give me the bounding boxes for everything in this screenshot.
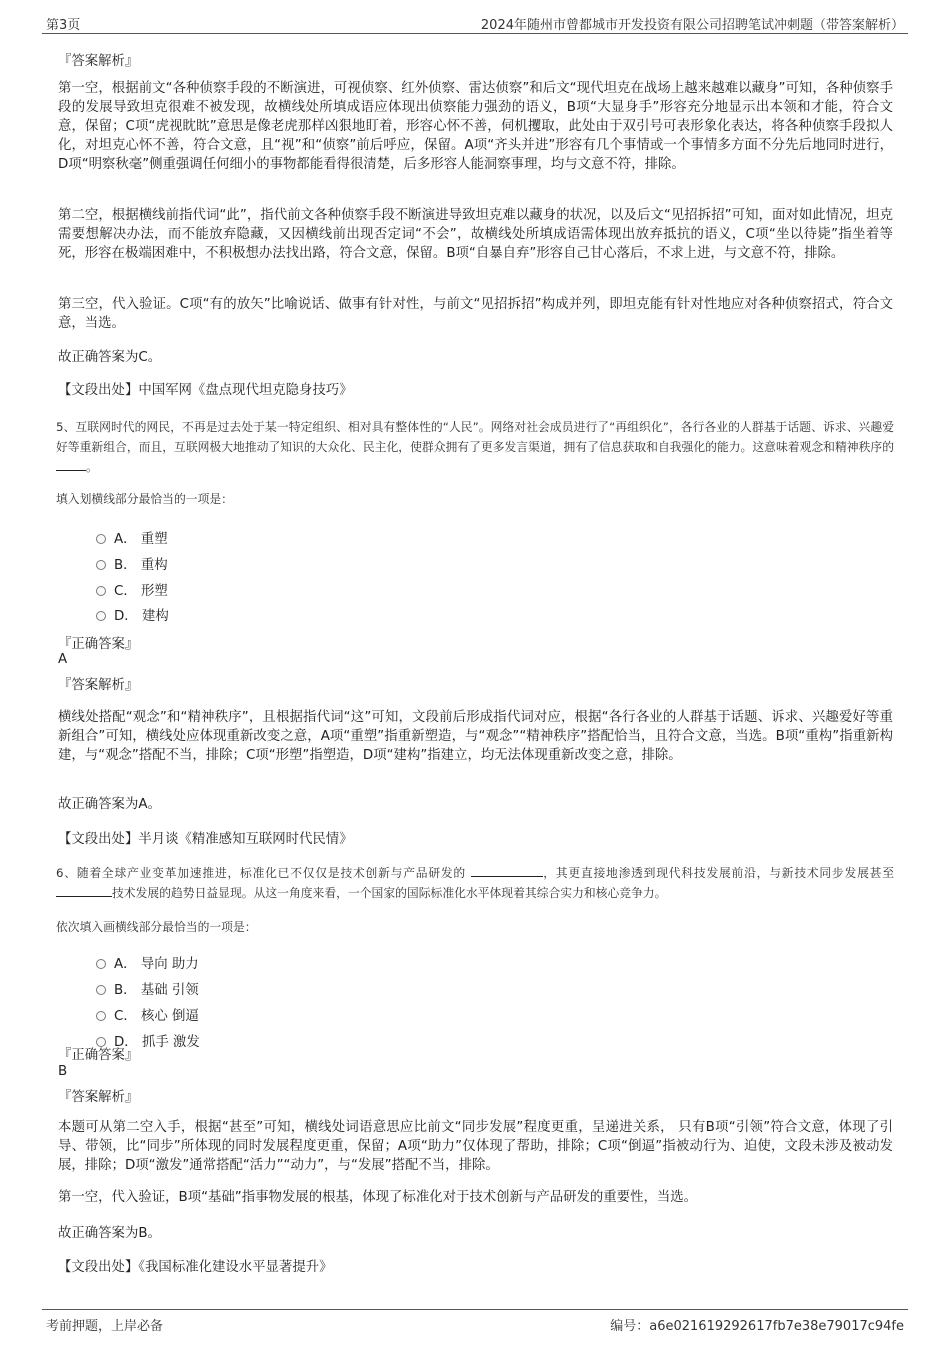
document-id: 编号：a6e021619292617fb7e38e79017c94fe: [610, 1319, 904, 1334]
q6-conclusion: 故正确答案为B。: [58, 1226, 161, 1241]
q6-answer-label: 『正确答案』: [58, 1048, 139, 1063]
q6-answer: B: [58, 1064, 68, 1079]
q5-option-b[interactable]: [96, 554, 168, 573]
q6-option-d-label: D． 抓手 激发: [114, 1035, 200, 1050]
q6-analysis-label: 『答案解析』: [58, 1090, 139, 1105]
radio-icon[interactable]: [96, 586, 106, 596]
q6-analysis: 本题可从第二空入手，根据“甚至”可知，横线处词语意思应比前文“同步发展”程度更重，呈递进关系， 只有B项“引领”符合文意，体现了引导、带领，比“同步”所体现的同时发展程度更重，保留；A项“助力”仅体现了帮助，排除；C项“倒逼”指被动行为、迫使，文段未涉及被动发展，排除；D项“激发”通常搭配“活力”“动力”，与“发展”搭配不当，排除。: [58, 1120, 893, 1173]
q6-option-c[interactable]: [96, 1005, 199, 1024]
q5-stem: [56, 417, 894, 477]
radio-icon[interactable]: [96, 1011, 106, 1021]
radio-icon[interactable]: [96, 611, 106, 621]
q5-option-c-label: C． 形塑: [114, 584, 168, 599]
q5-option-d-label: D． 建构: [114, 609, 169, 624]
q6-blank-1: [471, 865, 543, 877]
q4-source: 【文段出处】中国军网《盘点现代坦克隐身技巧》: [58, 383, 353, 398]
q5-stem-end: 。: [86, 460, 98, 474]
q5-option-d[interactable]: [96, 605, 169, 624]
q6-option-a[interactable]: [96, 953, 199, 972]
q5-blank: [56, 459, 86, 471]
radio-icon[interactable]: [96, 959, 106, 969]
q5-option-a[interactable]: [96, 528, 168, 547]
q5-stem-text: 5、互联网时代的网民，不再是过去处于某一特定组织、相对具有整体性的“人民”。网络对社会成员进行了“再组织化”，各行各业的人群基于话题、诉求、兴趣爱好等重新组合，而且，互联网极大地推动了知识的大众化、民主化，使群众拥有了更多发言渠道，拥有了信息获取和自我强化的能力。这意味着观念和精神秩序的: [56, 420, 894, 454]
q5-option-a-label: A． 重塑: [114, 532, 168, 547]
document-title: 2024年随州市曾都城市开发投资有限公司招聘笔试冲刺题（带答案解析）: [480, 18, 904, 33]
q4-analysis-p3: 第三空，代入验证。C项“有的放矢”比喻说话、做事有针对性，与前文“见招拆招”构成并列，即坦克能有针对性地应对各种侦察招式，符合文意，当选。: [58, 297, 893, 331]
page-number: 第3页: [46, 18, 81, 33]
q4-conclusion: 故正确答案为C。: [58, 350, 162, 365]
q6-analysis-p2: 第一空，代入验证，B项“基础”指事物发展的根基，体现了标准化对于技术创新与产品研发的重要性，当选。: [58, 1190, 698, 1205]
q5-answer-label: 『正确答案』: [58, 637, 139, 652]
q5-conclusion: 故正确答案为A。: [58, 797, 161, 812]
q5-analysis-label: 『答案解析』: [58, 678, 139, 693]
radio-icon[interactable]: [96, 985, 106, 995]
q6-stem-part1: 6、随着全球产业变革加速推进，标准化已不仅仅是技术创新与产品研发的: [56, 866, 466, 880]
q5-option-c[interactable]: [96, 580, 168, 599]
q4-analysis-p1: 第一空，根据前文“各种侦察手段的不断演进，可视侦察、红外侦察、雷达侦察”和后文“现代坦克在战场上越来越难以藏身”可知，各种侦察手段的发展导致坦克很难不被发现，故横线处所填成语应体现出侦察能力强劲的语义，B项“大显身手”形容充分地显示出本领和才能，符合文意，保留；C项“虎视眈眈”意思是像老虎那样凶狠地盯着，形容心怀不善，伺机攫取，此处由于双引号可表形象化表达，将各种侦察手段拟人化，对坦克心怀不善，符合文意，且“视”和“侦察”前后呼应，保留。A项“齐头并进”形容有几个事情或一个事情多方面不分先后地同时进行，D项“明察秋毫”侧重强调任何细小的事物都能看得很清楚，后多形容人能洞察事理，均与文意不符，排除。: [58, 81, 893, 172]
radio-icon[interactable]: [96, 534, 106, 544]
q4-analysis-p2: 第二空，根据横线前指代词“此”，指代前文各种侦察手段不断演进导致坦克难以藏身的状况，以及后文“见招拆招”可知，面对如此情况，坦克需要想解决办法，而不能放弃隐藏，又因横线前出现否定词“不会”，故横线处所填成语需体现出放弃抵抗的语义，C项“坐以待毙”指坐着等死，形容在极端困难中，不积极想办法找出路，符合文意，保留。B项“自暴自弃”形容自己甘心落后，不求上进，与文意不符，排除。: [58, 208, 893, 261]
q5-source: 【文段出处】半月谈《精准感知互联网时代民情》: [58, 832, 353, 847]
q6-stem-part2: ，其更直接地渗透到现代科技发展前沿，与新技术同步发展甚至: [542, 866, 894, 880]
q6-option-b-label: B． 基础 引领: [114, 983, 199, 998]
q6-blank-2: [56, 885, 112, 897]
q6-option-a-label: A． 导向 助力: [114, 957, 199, 972]
q6-option-c-label: C． 核心 倒逼: [114, 1009, 199, 1024]
q5-analysis: 横线处搭配“观念”和“精神秩序”，且根据指代词“这”可知，文段前后形成指代词对应，根据“各行各业的人群基于话题、诉求、兴趣爱好等重新组合”可知，横线处应体现重新改变之意，A项“重塑”指重新塑造，与“观念”“精神秩序”搭配恰当，且符合文意，当选。B项“重构”指重新构建，与“观念”搭配不当，排除；C项“形塑”指塑造，D项“建构”指建立，均无法体现重新改变之意，排除。: [58, 710, 893, 763]
q5-prompt: 填入划横线部分最恰当的一项是：: [56, 492, 233, 506]
q6-prompt: 依次填入画横线部分最恰当的一项是：: [56, 920, 257, 934]
header-divider: [42, 33, 908, 34]
q5-option-b-label: B． 重构: [114, 558, 168, 573]
q6-stem-part3: 技术发展的趋势日益显现。从这一角度来看，一个国家的国际标准化水平体现着其综合实力和核心竞争力。: [112, 886, 667, 900]
q6-option-b[interactable]: [96, 979, 199, 998]
q6-stem: [56, 863, 894, 903]
radio-icon[interactable]: [96, 560, 106, 570]
q5-answer: A: [58, 652, 68, 667]
q6-source: 【文段出处】《我国标准化建设水平显著提升》: [58, 1260, 333, 1275]
q4-analysis-label: 『答案解析』: [58, 54, 139, 69]
footer-slogan: 考前押题，上岸必备: [46, 1319, 164, 1334]
footer-divider: [42, 1309, 908, 1310]
